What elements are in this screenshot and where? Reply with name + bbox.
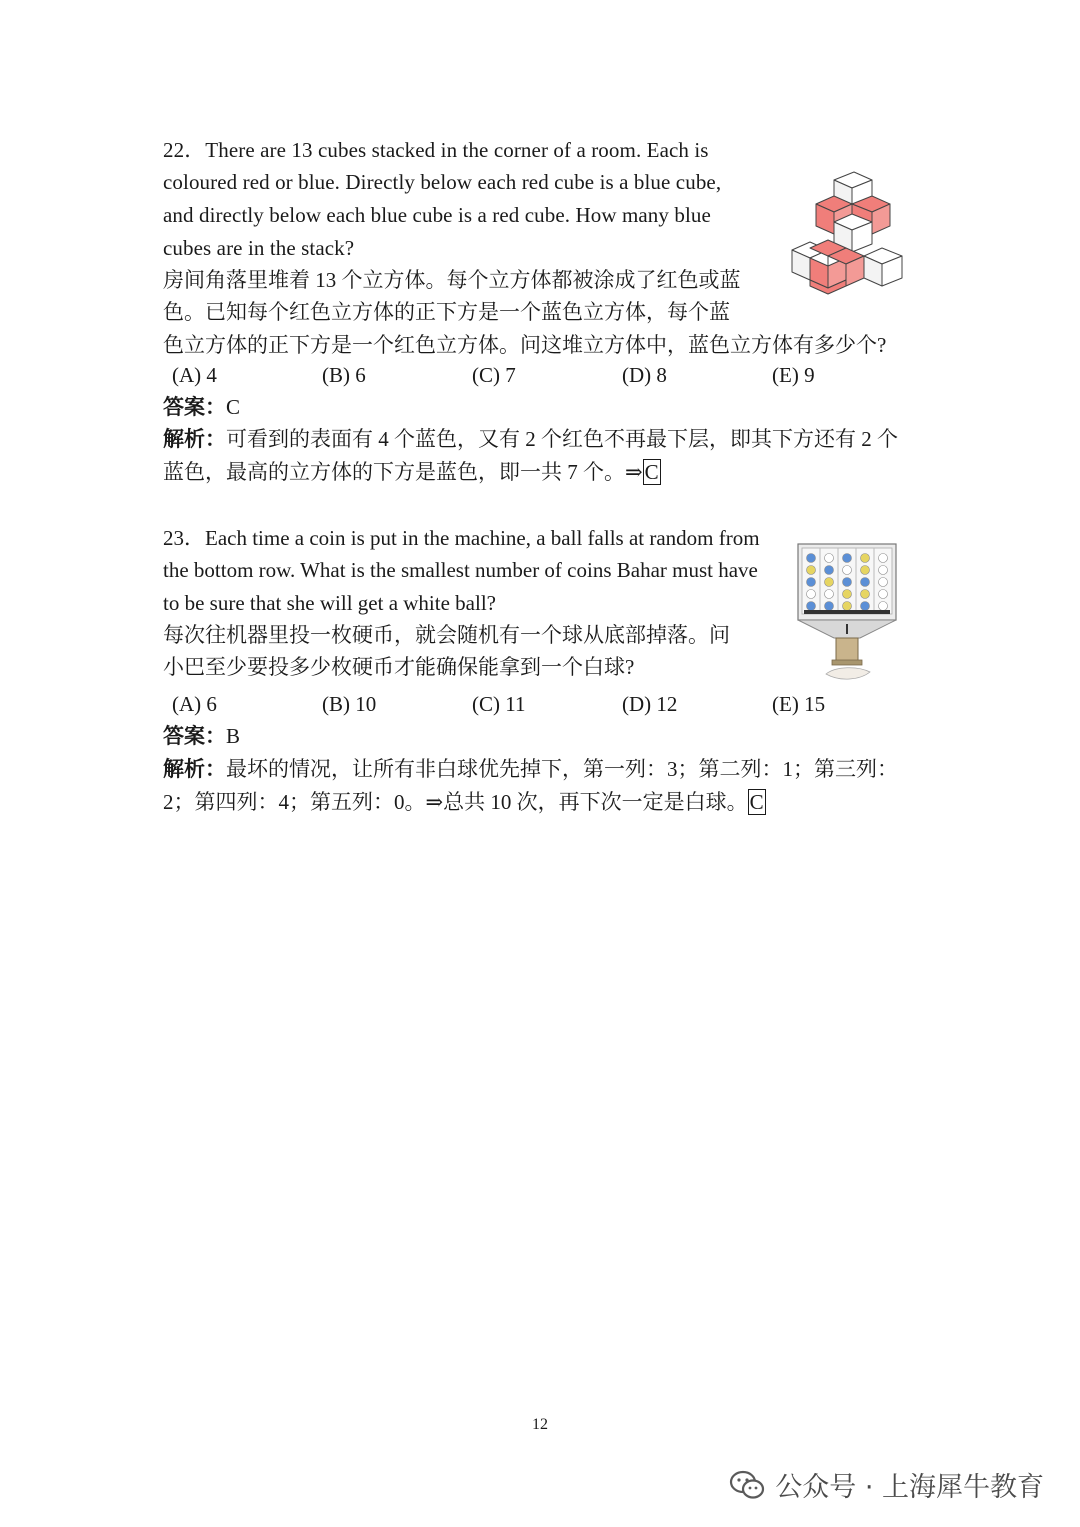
q23-analysis-label: 解析： bbox=[163, 757, 226, 781]
q23-option-e: (E) 15 bbox=[772, 692, 826, 716]
q22-option-d: (D) 8 bbox=[622, 363, 667, 387]
q23-answer bbox=[163, 720, 240, 752]
q22-analysis-line-1 bbox=[163, 423, 898, 455]
q23-zh-line-2: 小巴至少要投多少枚硬币才能确保能拿到一个白球? bbox=[163, 655, 635, 679]
q22-zh-line-3: 色立方体的正下方是一个红色立方体。问这堆立方体中，蓝色立方体有多少个? bbox=[163, 333, 887, 357]
q23-en-line-3: to be sure that she will get a white ball? bbox=[163, 591, 496, 615]
q22-en-line-2: coloured red or blue. Directly below each red cube is a blue cube, bbox=[163, 170, 722, 194]
page-number: 12 bbox=[532, 1416, 548, 1433]
q22-analysis-text-1: 可看到的表面有 4 个蓝色，又有 2 个红色不再最下层，即其下方还有 2 个 bbox=[226, 427, 898, 451]
q22-boxed-answer: C bbox=[644, 460, 659, 484]
q22-en-line-4: cubes are in the stack? bbox=[163, 236, 355, 260]
watermark bbox=[729, 1465, 1044, 1504]
q22-analysis-text-2: 蓝色，最高的立方体的下方是蓝色，即一共 7 个。⇒ bbox=[163, 460, 643, 484]
q22-answer-label: 答案： bbox=[163, 395, 226, 419]
ball-machine-image bbox=[796, 540, 900, 688]
q23-answer-label: 答案： bbox=[163, 724, 226, 748]
q22-option-a: (A) 4 bbox=[172, 363, 217, 387]
q23-option-a: (A) 6 bbox=[172, 692, 217, 716]
q23-boxed-answer: C bbox=[749, 790, 764, 814]
q22-option-e: (E) 9 bbox=[772, 363, 815, 387]
q22-option-c: (C) 7 bbox=[472, 363, 516, 387]
q23-option-b: (B) 10 bbox=[322, 692, 377, 716]
q22-analysis-label: 解析： bbox=[163, 427, 226, 451]
q23-answer-value: B bbox=[226, 724, 241, 748]
wechat-icon bbox=[729, 1470, 765, 1500]
q23-option-d: (D) 12 bbox=[622, 692, 678, 716]
q23-analysis-text-2: 2；第四列：4；第五列：0。⇒总共 10 次，再下次一定是白球。 bbox=[163, 790, 748, 814]
q23-analysis-line-1 bbox=[163, 753, 898, 785]
q23-en-line-2: the bottom row. What is the smallest number of coins Bahar must have bbox=[163, 558, 758, 582]
q23-option-c: (C) 11 bbox=[472, 692, 526, 716]
q23-analysis-text-1: 最坏的情况，让所有非白球优先掉下，第一列：3；第二列：1；第三列： bbox=[226, 757, 898, 781]
q22-option-b: (B) 6 bbox=[322, 363, 366, 387]
q23-en-line-1: 23．Each time a coin is put in the machine, a ball falls at random from bbox=[163, 526, 760, 550]
q22-answer-value: C bbox=[226, 395, 241, 419]
q22-en-line-1: 22．There are 13 cubes stacked in the corner of a room. Each is bbox=[163, 138, 709, 162]
q22-analysis-line-2 bbox=[163, 456, 661, 488]
q22-zh-line-1: 房间角落里堆着 13 个立方体。每个立方体都被涂成了红色或蓝 bbox=[163, 268, 741, 292]
q22-answer bbox=[163, 391, 240, 423]
q22-en-line-3: and directly below each blue cube is a red cube. How many blue bbox=[163, 203, 711, 227]
q23-analysis-line-2 bbox=[163, 786, 766, 818]
q23-zh-line-1: 每次往机器里投一枚硬币，就会随机有一个球从底部掉落。问 bbox=[163, 623, 730, 647]
cube-stack-image bbox=[788, 168, 908, 303]
watermark-text: 公众号 · 上海犀牛教育 bbox=[775, 1472, 1044, 1503]
q22-zh-line-2: 色。已知每个红色立方体的正下方是一个蓝色立方体，每个蓝 bbox=[163, 300, 730, 324]
